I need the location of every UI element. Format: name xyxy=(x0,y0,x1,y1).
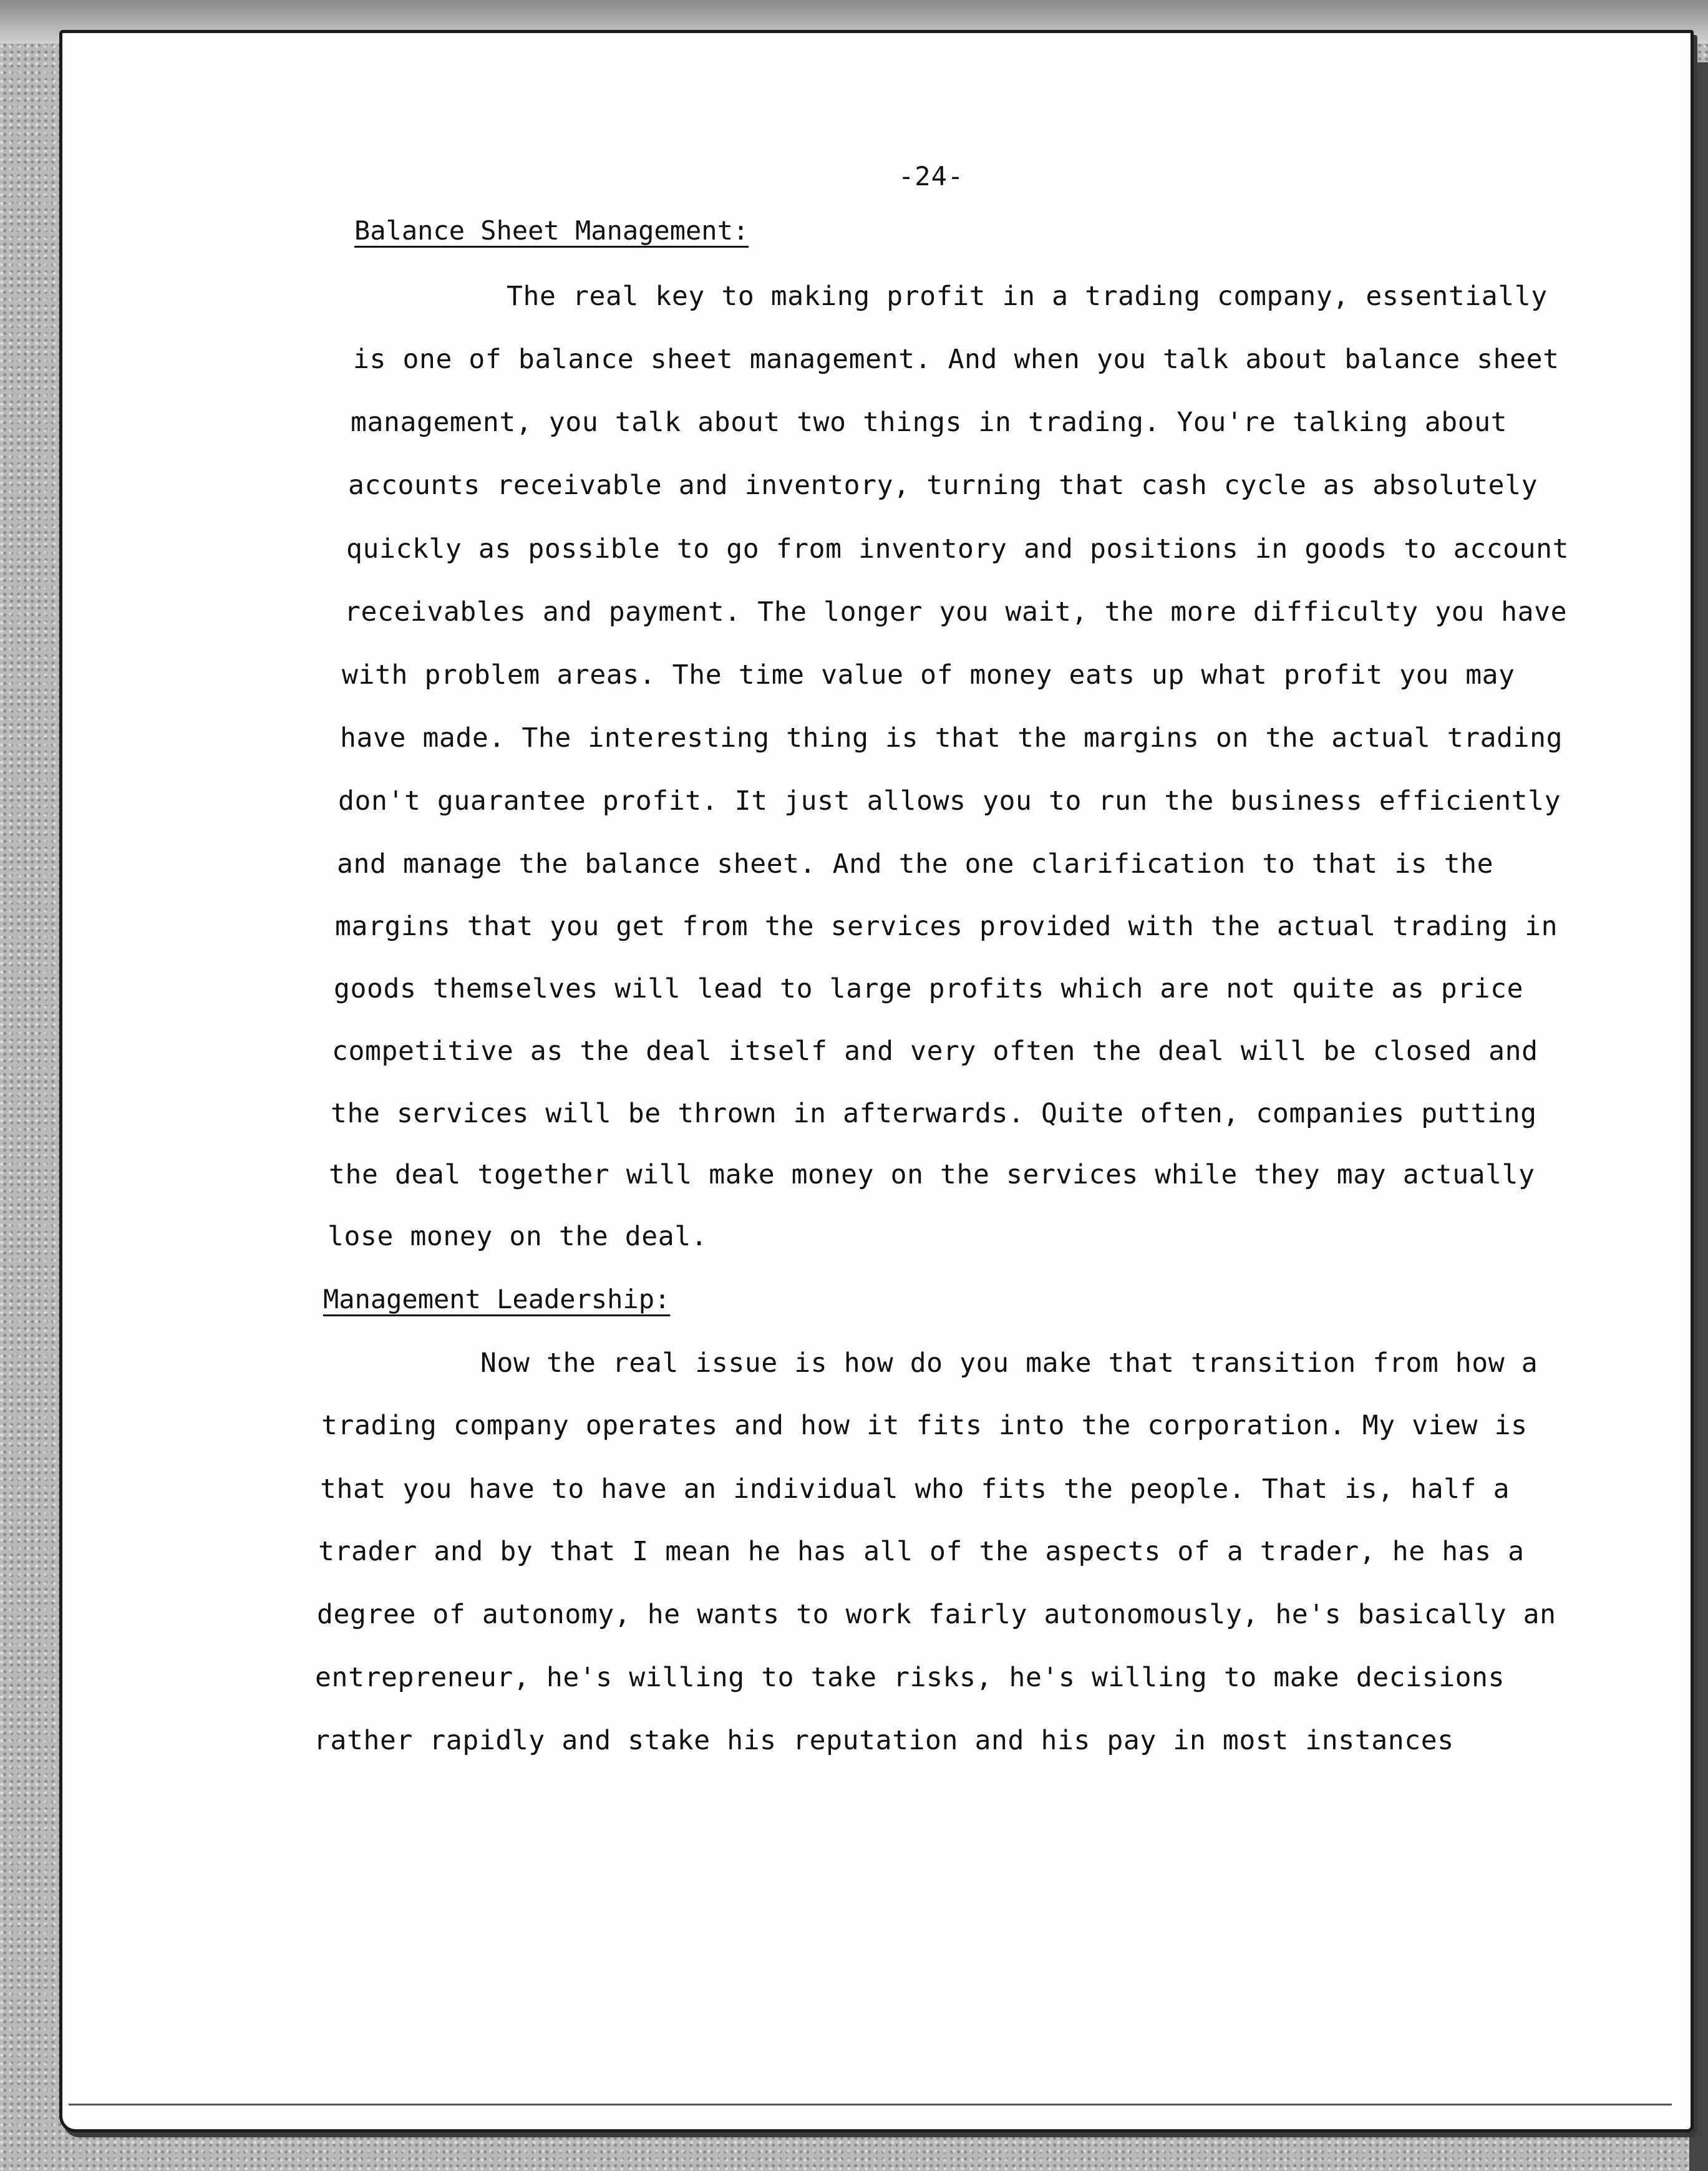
paragraph-line: margins that you get from the services provided with the actual trading in xyxy=(335,911,1558,942)
paragraph-line: receivables and payment. The longer you wait, the more difficulty you have xyxy=(344,596,1568,628)
paragraph-line: accounts receivable and inventory, turning that cash cycle as absolutely xyxy=(348,470,1538,501)
paragraph-line: management, you talk about two things in trading. You're talking about xyxy=(351,407,1508,438)
paragraph-line: degree of autonomy, he wants to work fairly autonomously, he's basically an xyxy=(317,1599,1556,1630)
section-heading-management-leadership: Management Leadership: xyxy=(323,1284,671,1314)
paragraph-line: have made. The interesting thing is that the margins on the actual trading xyxy=(340,722,1563,754)
paragraph-line: competitive as the deal itself and very often the deal will be closed and xyxy=(332,1036,1538,1067)
paragraph-line: and manage the balance sheet. And the one clarification to that is the xyxy=(337,848,1494,880)
paragraph-line: The real key to making profit in a trading company, essentially xyxy=(507,281,1548,312)
paragraph-line: with problem areas. The time value of money eats up what profit you may xyxy=(342,659,1515,691)
paragraph-line: the deal together will make money on the services while they may actually xyxy=(329,1159,1535,1190)
page-number: -24- xyxy=(898,161,964,192)
paragraph-line: that you have to have an individual who fits the people. That is, half a xyxy=(320,1474,1510,1505)
paragraph-line: rather rapidly and stake his reputation and his pay in most instances xyxy=(314,1725,1454,1756)
paragraph-line: lose money on the deal. xyxy=(328,1221,708,1252)
paragraph-line: don't guarantee profit. It just allows you to run the business efficiently xyxy=(338,785,1561,817)
paragraph-line: Now the real issue is how do you make that transition from how a xyxy=(480,1348,1538,1379)
paragraph-line: quickly as possible to go from inventory and positions in goods to account xyxy=(346,533,1570,565)
paragraph-line: the services will be thrown in afterwards. Quite often, companies putting xyxy=(331,1098,1537,1129)
paragraph-line: trader and by that I mean he has all of the aspects of a trader, he has a xyxy=(318,1536,1525,1567)
paragraph-line: entrepreneur, he's willing to take risks, he's willing to make decisions xyxy=(315,1662,1505,1693)
paragraph-line: trading company operates and how it fits into the corporation. My view is xyxy=(321,1410,1528,1441)
section-heading-balance-sheet: Balance Sheet Management: xyxy=(354,215,749,246)
paragraph-line: goods themselves will lead to large profits which are not quite as price xyxy=(334,973,1524,1004)
page-bottom-rule xyxy=(69,2104,1672,2105)
paragraph-line: is one of balance sheet management. And when you talk about balance sheet xyxy=(353,344,1560,375)
